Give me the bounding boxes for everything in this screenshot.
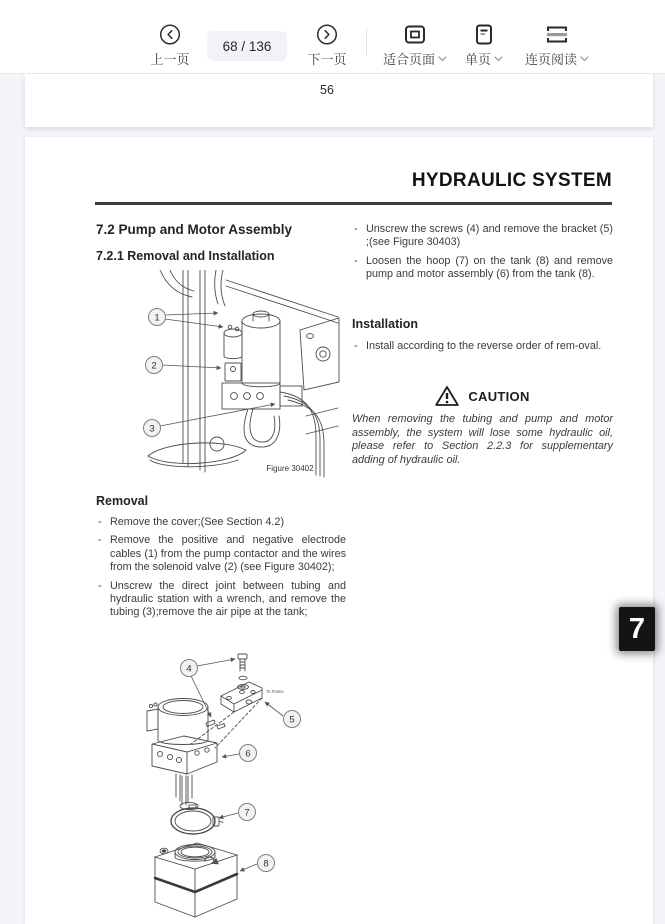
list-item: - Remove the cover;(See Section 4.2) bbox=[96, 516, 346, 529]
callout-6: 6 bbox=[245, 748, 251, 760]
callout-3: 3 bbox=[149, 423, 155, 435]
list-item: - Unscrew the screws (4) and remove the bracket (5) ;(see Figure 30403) bbox=[352, 223, 613, 250]
next-page-label: 下一页 bbox=[307, 52, 347, 67]
next-page-button[interactable] bbox=[307, 24, 346, 68]
caution-paragraph: When removing the tubing and pump and motor assembly, the system will lose some hydraulic oil, please refer to Section 2.2.3 for supplementary adding of hydraulic oil. bbox=[352, 413, 613, 466]
callout-5: 5 bbox=[289, 714, 295, 726]
toolbar-divider bbox=[366, 28, 367, 56]
callout-7: 7 bbox=[244, 807, 250, 819]
chapter-tab-number: 7 bbox=[628, 612, 646, 645]
removal-bullet-list bbox=[96, 516, 346, 625]
fit-page-button[interactable] bbox=[383, 24, 447, 68]
chapter-tab bbox=[619, 607, 655, 651]
removal-heading: Removal bbox=[96, 494, 149, 508]
previous-page-number: 56 bbox=[320, 83, 334, 97]
header-rule bbox=[95, 202, 612, 205]
page-title: HYDRAULIC SYSTEM bbox=[411, 170, 612, 191]
circle-chevron-left-icon bbox=[159, 24, 180, 45]
chevron-down-icon bbox=[494, 56, 503, 62]
reader-toolbar bbox=[0, 0, 665, 74]
fit-page-icon bbox=[404, 24, 426, 45]
caution-label: CAUTION bbox=[468, 388, 530, 404]
previous-page-fragment bbox=[25, 74, 653, 127]
page-indicator-input[interactable] bbox=[207, 31, 287, 61]
single-page-button[interactable] bbox=[465, 24, 503, 68]
continuous-reading-button[interactable] bbox=[525, 24, 589, 68]
removal-bullet-list-continued bbox=[352, 223, 613, 287]
list-item: - Install according to the reverse order of rem-oval. bbox=[352, 340, 613, 353]
callout-4: 4 bbox=[186, 663, 192, 675]
section-heading: 7.2 Pump and Motor Assembly bbox=[96, 222, 293, 237]
prev-page-button[interactable] bbox=[150, 24, 189, 68]
subsection-heading: 7.2.1 Removal and Installation bbox=[96, 249, 275, 263]
fit-page-label: 适合页面 bbox=[382, 52, 436, 67]
figure-30402-drawing bbox=[130, 270, 340, 478]
prev-page-label: 上一页 bbox=[150, 52, 190, 67]
figure-30403-drawing bbox=[145, 645, 325, 924]
continuous-reading-label: 连页阅读 bbox=[524, 52, 578, 67]
figure2-note: To Frame bbox=[266, 689, 284, 694]
continuous-pages-icon bbox=[545, 24, 569, 45]
list-item: - Remove the positive and negative electrode cables (1) from the pump contactor and the wires from the solenoid valve (2) (see Figure 30402); bbox=[96, 534, 346, 574]
callout-2: 2 bbox=[151, 360, 157, 372]
callout-8: 8 bbox=[263, 858, 269, 870]
list-item: - Unscrew the direct joint between tubing and hydraulic station with a wrench, and remove the tubing (3);remove the air pipe at the tank; bbox=[96, 580, 346, 620]
warning-triangle-icon bbox=[435, 385, 459, 407]
page-indicator-value: 68 / 136 bbox=[222, 38, 272, 54]
chevron-down-icon bbox=[580, 56, 589, 62]
circle-chevron-right-icon bbox=[316, 24, 337, 45]
list-item: - Loosen the hoop (7) on the tank (8) and remove pump and motor assembly (6) from the tank (8). bbox=[352, 255, 613, 282]
caution-header bbox=[352, 383, 613, 409]
installation-bullet-list bbox=[352, 340, 613, 358]
figure1-callouts bbox=[144, 309, 166, 437]
callout-1: 1 bbox=[154, 312, 160, 324]
chevron-down-icon bbox=[438, 56, 447, 62]
single-page-icon bbox=[475, 24, 493, 45]
installation-heading: Installation bbox=[352, 317, 418, 331]
single-page-label: 单页 bbox=[464, 52, 492, 67]
document-page bbox=[25, 137, 653, 924]
figure1-caption: Figure 30402 bbox=[266, 464, 314, 473]
